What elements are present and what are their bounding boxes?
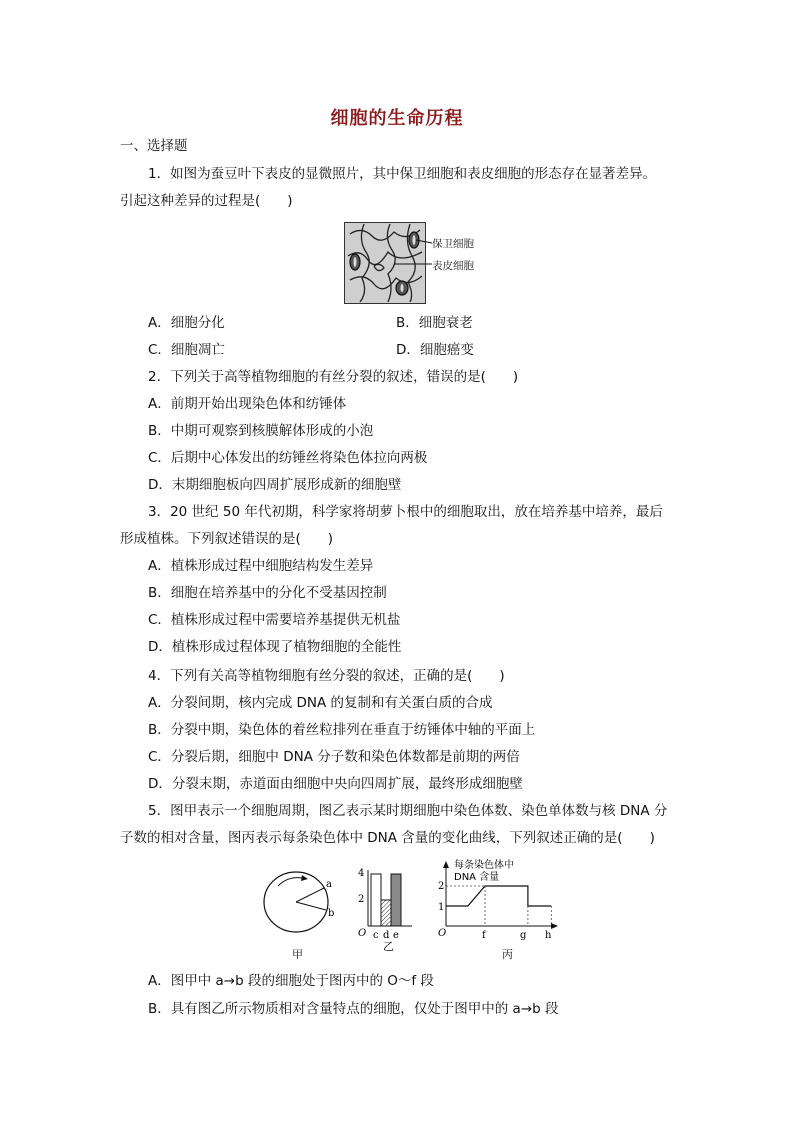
q2-option-c[interactable]: C．后期中心体发出的纺锤丝将染色体拉向两极 (148, 450, 428, 466)
yi-origin: O (358, 928, 367, 939)
q5-figures (258, 858, 558, 960)
bing-xtick-h: h (545, 930, 552, 941)
q3-stem-line2: 形成植株。下列叙述错误的是( ) (120, 531, 334, 547)
q3-option-c[interactable]: C．植株形成过程中需要培养基提供无机盐 (148, 612, 401, 628)
yi-bar-d (381, 900, 391, 926)
cycle-arrow-arc (278, 878, 302, 886)
q4-stem: 4．下列有关高等植物细胞有丝分裂的叙述，正确的是( ) (148, 668, 505, 684)
bing-y-arrowhead (443, 861, 449, 868)
q5-option-b[interactable]: B．具有图乙所示物质相对含量特点的细胞，仅处于图甲中的 a→b 段 (148, 1001, 559, 1017)
caption-yi: 乙 (383, 940, 394, 953)
yi-tick-2: 2 (358, 894, 365, 905)
q1-stem-line1: 1．如图为蚕豆叶下表皮的显微照片，其中保卫细胞和表皮细胞的形态存在显著差异。 (148, 166, 657, 182)
q4-option-b[interactable]: B．分裂中期，染色体的着丝粒排列在垂直于纺锤体中轴的平面上 (148, 722, 536, 738)
q3-option-a[interactable]: A．植株形成过程中细胞结构发生差异 (148, 558, 374, 574)
yi-tick-4: 4 (358, 868, 365, 879)
yi-category-e: e (393, 930, 399, 941)
q4-option-a[interactable]: A．分裂间期，核内完成 DNA 的复制和有关蛋白质的合成 (148, 695, 493, 711)
q1-option-c[interactable]: C．细胞凋亡 (148, 342, 225, 358)
cycle-arrowhead (301, 875, 308, 881)
q2-option-a[interactable]: A．前期开始出现染色体和纺锤体 (148, 396, 347, 412)
q1-option-d[interactable]: D．细胞癌变 (396, 342, 474, 358)
q5-stem-line2: 子数的相对含量，图丙表示每条染色体中 DNA 含量的变化曲线，下列叙述正确的是( ) (120, 830, 655, 846)
cycle-label-b: b (328, 908, 335, 919)
yi-category-c: c (373, 930, 379, 941)
q1-option-a[interactable]: A．细胞分化 (148, 315, 225, 331)
cycle-radius-b (296, 902, 326, 910)
guard-cell-label: 保卫细胞 (432, 238, 474, 250)
bing-x-arrowhead (551, 923, 558, 929)
yi-category-d: d (383, 930, 390, 941)
cycle-label-a: a (326, 879, 332, 890)
q2-option-d[interactable]: D．末期细胞板向四周扩展形成新的细胞壁 (148, 477, 402, 493)
bar-chart-yi (358, 868, 412, 941)
bing-ylabel-line2: DNA 含量 (454, 872, 500, 883)
q1-stem-line2: 引起这种差异的过程是( ) (120, 193, 293, 209)
q5-option-a[interactable]: A．图甲中 a→b 段的细胞处于图丙中的 O～f 段 (148, 973, 434, 989)
q5-figures-drawing (258, 858, 558, 960)
bing-origin: O (438, 928, 447, 939)
q1-micrograph-figure (344, 222, 484, 304)
q5-stem-line1: 5．图甲表示一个细胞周期，图乙表示某时期细胞中染色体数、染色单体数与核 DNA 分 (148, 803, 668, 819)
q4-option-d[interactable]: D．分裂末期，赤道面由细胞中央向四周扩展，最终形成细胞壁 (148, 776, 523, 792)
page-title: 细胞的生命历程 (330, 108, 464, 129)
bing-ylabel-line1: 每条染色体中 (454, 860, 514, 871)
bing-tick-1: 1 (438, 902, 445, 913)
line-chart-bing (438, 858, 558, 941)
cycle-radius-a (296, 888, 324, 902)
q2-stem: 2．下列关于高等植物细胞的有丝分裂的叙述，错误的是( ) (148, 369, 519, 385)
bing-xtick-g: g (520, 930, 527, 941)
q2-option-b[interactable]: B．中期可观察到核膜解体形成的小泡 (148, 423, 374, 439)
q1-option-b[interactable]: B．细胞衰老 (396, 315, 473, 331)
yi-bar-e (391, 874, 401, 926)
bing-dna-curve (446, 886, 551, 906)
yi-bar-c (371, 874, 381, 926)
section-heading: 一、选择题 (120, 138, 188, 154)
epidermal-cell-label: 表皮细胞 (432, 260, 474, 272)
caption-bing: 丙 (502, 948, 513, 961)
bing-tick-2: 2 (438, 881, 445, 892)
caption-jia: 甲 (292, 948, 303, 961)
q3-option-d[interactable]: D．植株形成过程体现了植物细胞的全能性 (148, 639, 402, 655)
cell-cycle-diagram (264, 872, 334, 932)
bing-xtick-f: f (482, 930, 486, 941)
q4-option-c[interactable]: C．分裂后期，细胞中 DNA 分子数和染色体数都是前期的两倍 (148, 749, 520, 765)
q3-stem-line1: 3．20 世纪 50 年代初期，科学家将胡萝卜根中的细胞取出，放在培养基中培养，最后 (148, 504, 663, 520)
q3-option-b[interactable]: B．细胞在培养基中的分化不受基因控制 (148, 585, 387, 601)
